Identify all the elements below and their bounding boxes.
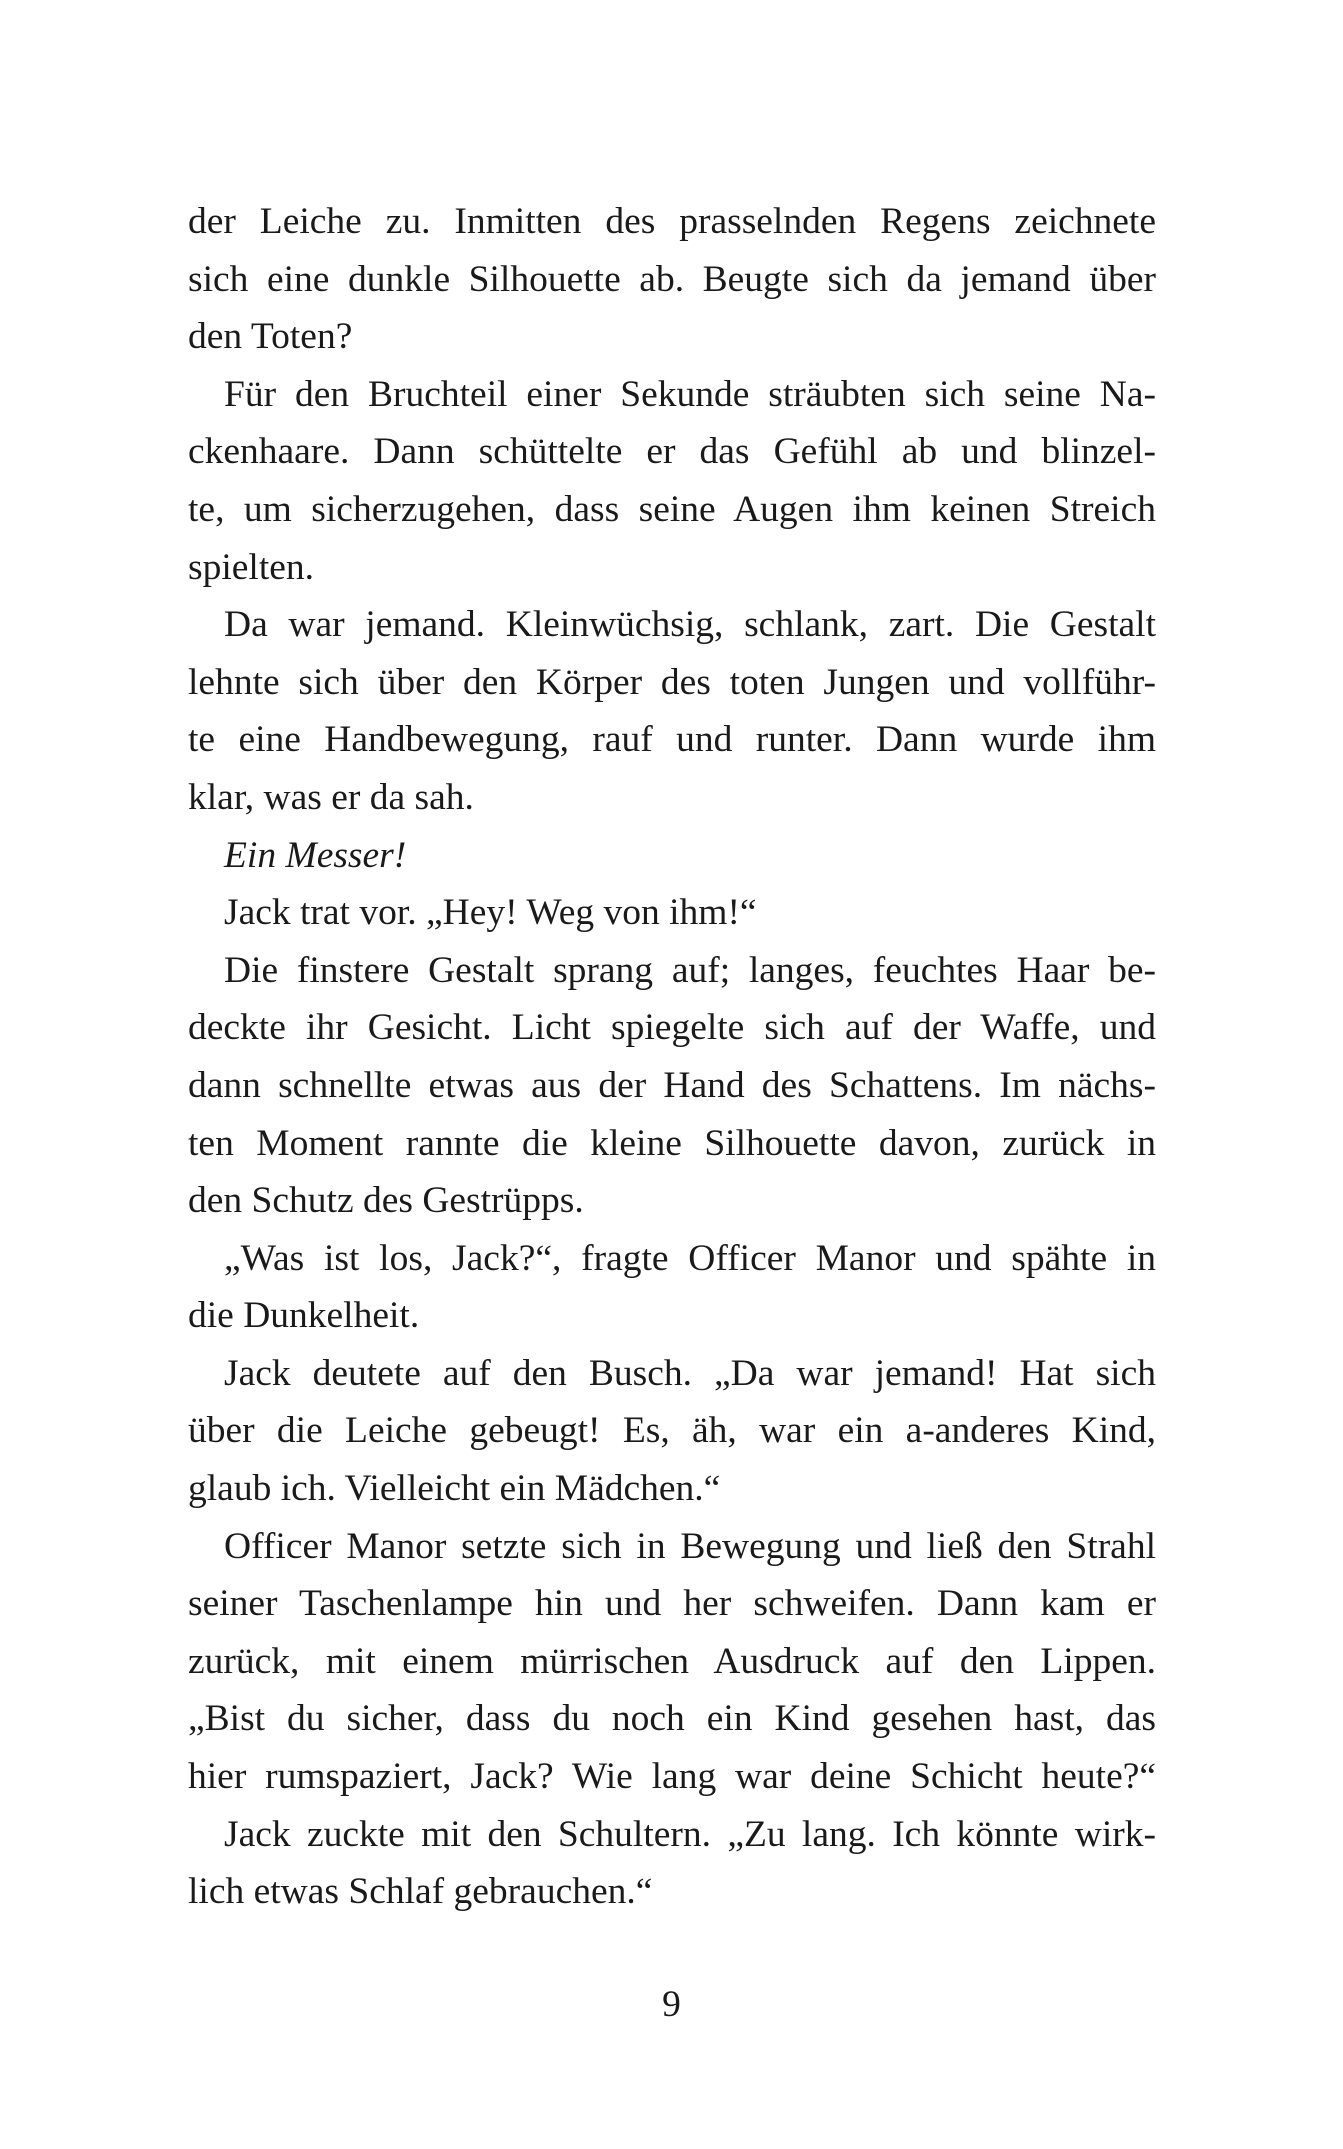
paragraph-start-line: Da war jemand. Kleinwüchsig, schlank, zart. Die Gestalt [224,604,1156,646]
text-line: den Schutz des Gestrüpps. [188,1180,584,1222]
text-line: den Toten? [188,316,353,358]
paragraph-start-line [188,827,1156,885]
text-line: „Bist du sicher, dass du noch ein Kind gesehen hast, das [188,1698,1156,1740]
text-line: über die Leiche gebeugt! Es, äh, war ein a-anderes Kind, [188,1410,1156,1452]
paragraph-start-line: „Was ist los, Jack?“, fragte Officer Manor und spähte in [224,1237,1156,1279]
paragraph-start-line: Jack trat vor. „Hey! Weg von ihm!“ [224,892,757,934]
text-line: ckenhaare. Dann schüttelte er das Gefühl ab und blinzel- [188,431,1156,473]
text-line: lich etwas Schlaf gebrauchen.“ [188,1871,653,1913]
text-line: seiner Taschenlampe hin und her schweifen. Dann kam er [188,1583,1156,1625]
text-line: deckte ihr Gesicht. Licht spiegelte sich auf der Waffe, und [188,1007,1156,1049]
italic-exclamation: Ein Messer! [224,834,407,876]
text-line: spielten. [188,546,315,588]
paragraph-start-line: Jack deutete auf den Busch. „Da war jemand! Hat sich [224,1352,1156,1394]
text-line: glaub ich. Vielleicht ein Mädchen.“ [188,1468,721,1510]
text-line: te eine Handbewegung, rauf und runter. Dann wurde ihm [188,719,1156,761]
text-line: lehnte sich über den Körper des toten Jungen und vollführ- [188,661,1156,703]
text-line: die Dunkelheit. [188,1295,420,1337]
text-line: zurück, mit einem mürrischen Ausdruck auf den Lippen. [188,1640,1156,1682]
text-line: der Leiche zu. Inmitten des prasselnden Regens zeichnete [188,201,1156,242]
paragraph-start-line: Officer Manor setzte sich in Bewegung und ließ den Strahl [224,1525,1156,1567]
text-line: te, um sicherzugehen, dass seine Augen ihm keinen Streich [188,488,1156,530]
page-number: 9 [662,1984,681,2025]
text-line: klar, was er da sah. [188,776,474,818]
text-line: sich eine dunkle Silhouette ab. Beugte sich da jemand über [188,258,1156,300]
paragraph-start-line: Die finstere Gestalt sprang auf; langes, feuchtes Haar be- [224,949,1156,991]
text-line: dann schnellte etwas aus der Hand des Schattens. Im nächs- [188,1064,1156,1106]
paragraph-start-line: Jack zuckte mit den Schultern. „Zu lang. Ich könnte wirk- [224,1813,1156,1855]
paragraph-start-line: Für den Bruchteil einer Sekunde sträubten sich seine Na- [224,373,1156,415]
text-line: hier rumspaziert, Jack? Wie lang war deine Schicht heute?“ [188,1756,1156,1798]
body-text [188,193,1156,1921]
text-line: ten Moment rannte die kleine Silhouette davon, zurück in [188,1122,1156,1164]
